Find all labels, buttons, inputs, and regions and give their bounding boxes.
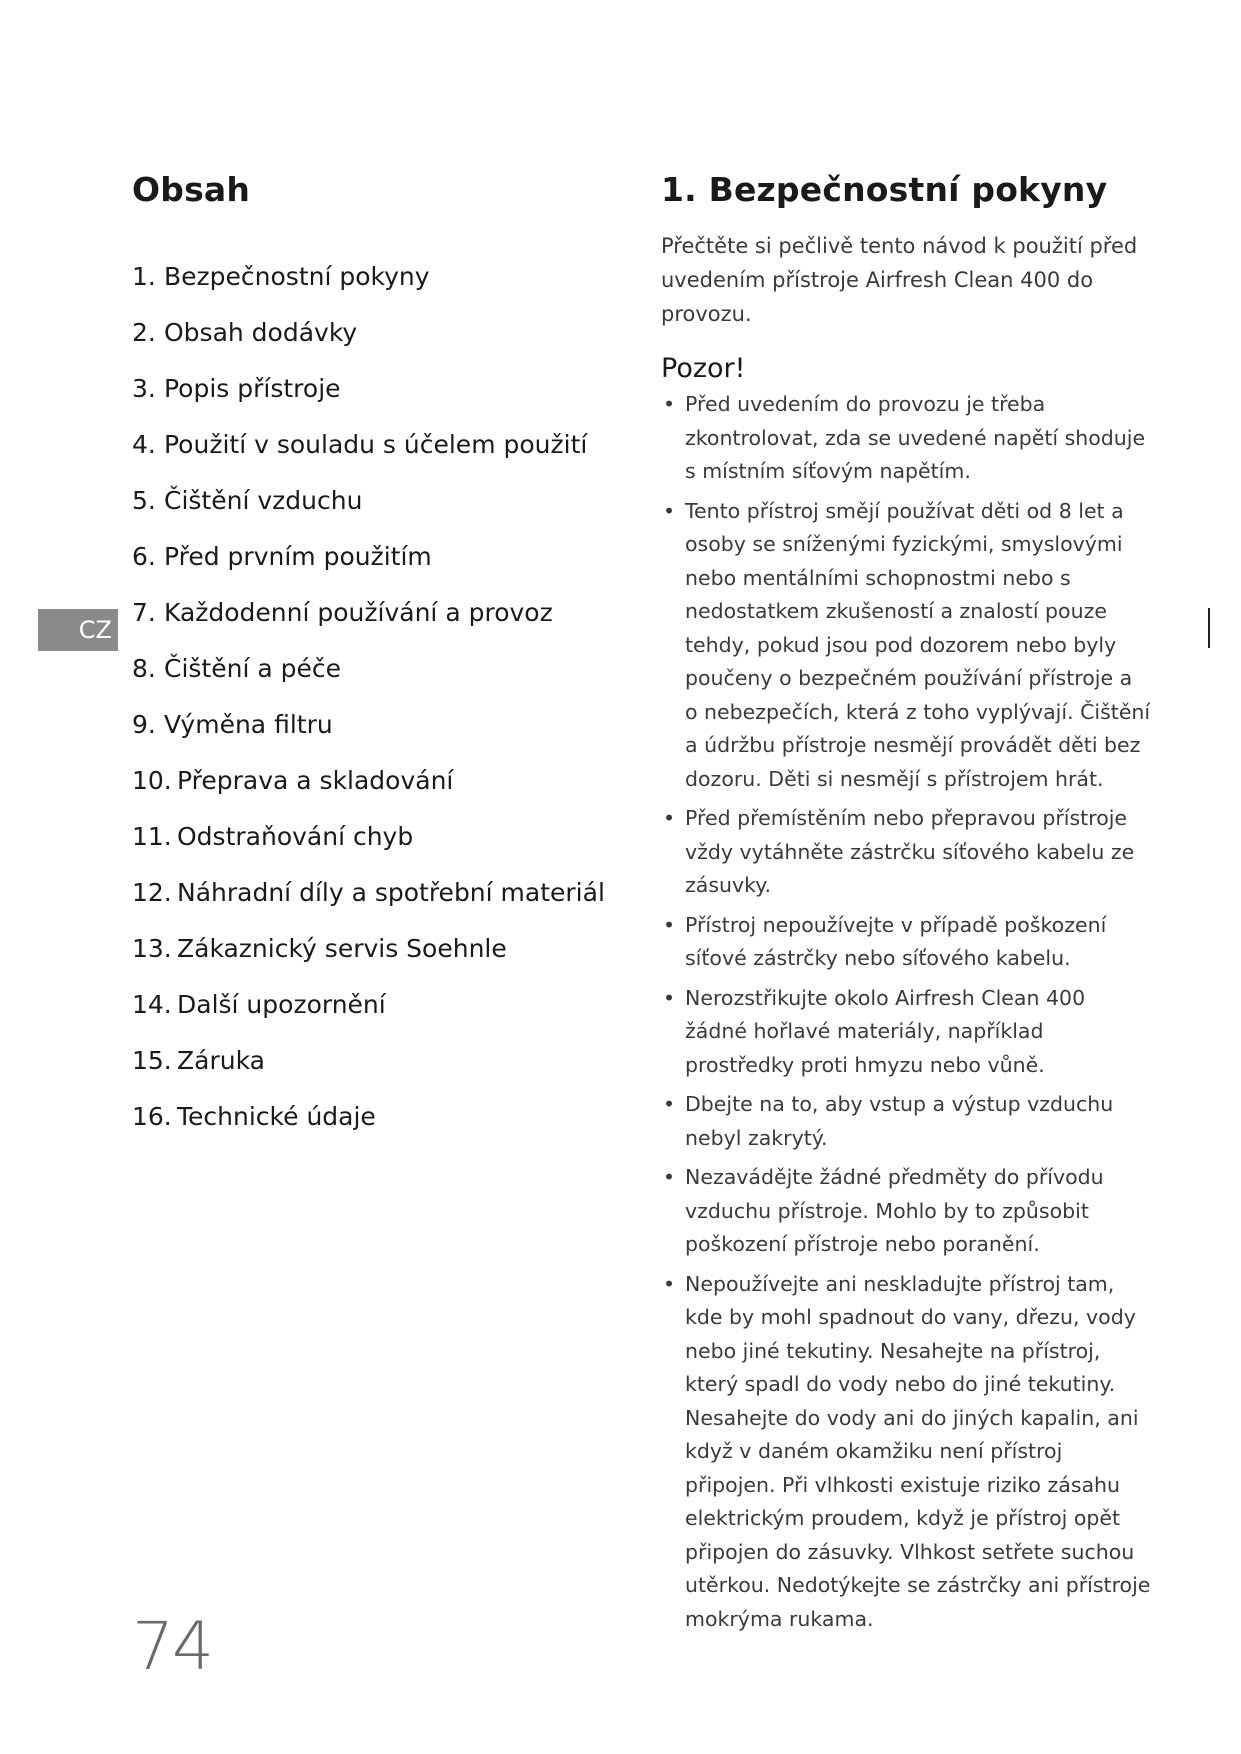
toc-item[interactable]: 14. Další upozornění — [132, 990, 386, 1019]
warning-item: • Před přemístěním nebo přepravou přístroje vždy vytáhněte zástrčku síťového kabelu ze zásuvky. — [661, 802, 1151, 903]
toc-list — [132, 249, 632, 1145]
toc-item[interactable]: 3. Popis přístroje — [132, 374, 341, 403]
bullet-icon: • — [663, 806, 676, 830]
warning-item: • Nerozstřikujte okolo Airfresh Clean 400 žádné hořlavé materiály, například prostředky proti hmyzu nebo vůně. — [661, 982, 1151, 1083]
language-tab — [38, 609, 118, 651]
toc-item[interactable]: 5. Čištění vzduchu — [132, 486, 363, 515]
toc-item[interactable]: 8. Čištění a péče — [132, 654, 341, 683]
toc-item[interactable]: 1. Bezpečnostní pokyny — [132, 262, 430, 291]
toc-item[interactable]: 9. Výměna filtru — [132, 710, 333, 739]
bullet-icon: • — [663, 392, 676, 416]
safety-section — [661, 170, 1151, 1642]
bullet-icon: • — [663, 1271, 676, 1296]
toc-item[interactable]: 16. Technické údaje — [132, 1102, 376, 1131]
warning-item: • Nepoužívejte ani neskladujte přístroj tam, kde by mohl spadnout do vany, dřezu, vody nebo jiné tekutiny. Nesahejte na přístroj, který spadl do vody nebo do jiné tekutiny. Nesahejte do vody ani do jiných kapalin, ani když v daném okamžiku není přístroj připojen. Při vlhkosti existuje riziko zásahu elektrickým proudem, když je přístroj opět připojen do zásuvky. Vlhkost setřete suchou utěrkou. Nedotýkejte se zástrčky ani přístroje mokrýma rukama. — [661, 1268, 1151, 1637]
edge-marker — [1208, 608, 1210, 648]
toc-item[interactable]: 2. Obsah dodávky — [132, 318, 358, 347]
bullet-icon: • — [663, 985, 676, 1010]
toc-item[interactable]: 13. Zákaznický servis Soehnle — [132, 934, 507, 963]
toc-title: Obsah — [132, 170, 251, 209]
toc-item[interactable]: 15. Záruka — [132, 1046, 265, 1075]
warning-item: • Nezavádějte žádné předměty do přívodu vzduchu přístroje. Mohlo by to způsobit poškození přístroje nebo poranění. — [661, 1161, 1151, 1262]
warning-item: • Přístroj nepoužívejte v případě poškození síťové zástrčky nebo síťového kabelu. — [661, 909, 1151, 976]
bullet-icon: • — [663, 498, 676, 523]
warning-item: • Tento přístroj smějí používat děti od 8 let a osoby se sníženými fyzickými, smyslovými nebo mentálními schopnostmi nebo s nedostatkem zkušeností a znalostí pouze tehdy, pokud jsou pod dozorem nebo byly poučeny o bezpečném používání přístroje a o nebezpečích, která z toho vyplývají. Čištění a údržbu přístroje nesmějí provádět děti bez dozoru. Děti si nesmějí s přístrojem hrát. — [661, 495, 1151, 797]
toc-item[interactable]: 10. Přeprava a skladování — [132, 766, 454, 795]
warning-item: • Před uvedením do provozu je třeba zkontrolovat, zda se uvedené napětí shoduje s místním síťovým napětím. — [661, 388, 1151, 489]
warning-item: • Dbejte na to, aby vstup a výstup vzduchu nebyl zakrytý. — [661, 1088, 1151, 1155]
toc-item[interactable]: 6. Před prvním použitím — [132, 542, 432, 571]
language-tab-label: CZ — [78, 616, 112, 644]
warning-list — [661, 388, 1151, 1636]
intro-paragraph: Přečtěte si pečlivě tento návod k použití před uvedením přístroje Airfresh Clean 400 do provozu. — [661, 234, 1138, 326]
toc-item[interactable]: 12. Náhradní díly a spotřební materiál — [132, 878, 605, 907]
toc-item[interactable]: 4. Použití v souladu s účelem použití — [132, 430, 588, 459]
bullet-icon: • — [663, 1092, 676, 1116]
toc-item[interactable]: 7. Každodenní používání a provoz — [132, 598, 553, 627]
page-number: 74 — [132, 1608, 212, 1685]
bullet-icon: • — [663, 912, 676, 937]
section-title: 1. Bezpečnostní pokyny — [661, 170, 1108, 209]
bullet-icon: • — [663, 1165, 676, 1189]
table-of-contents — [132, 170, 632, 1145]
warning-heading: Pozor! — [661, 353, 746, 384]
toc-item[interactable]: 11. Odstraňování chyb — [132, 822, 414, 851]
